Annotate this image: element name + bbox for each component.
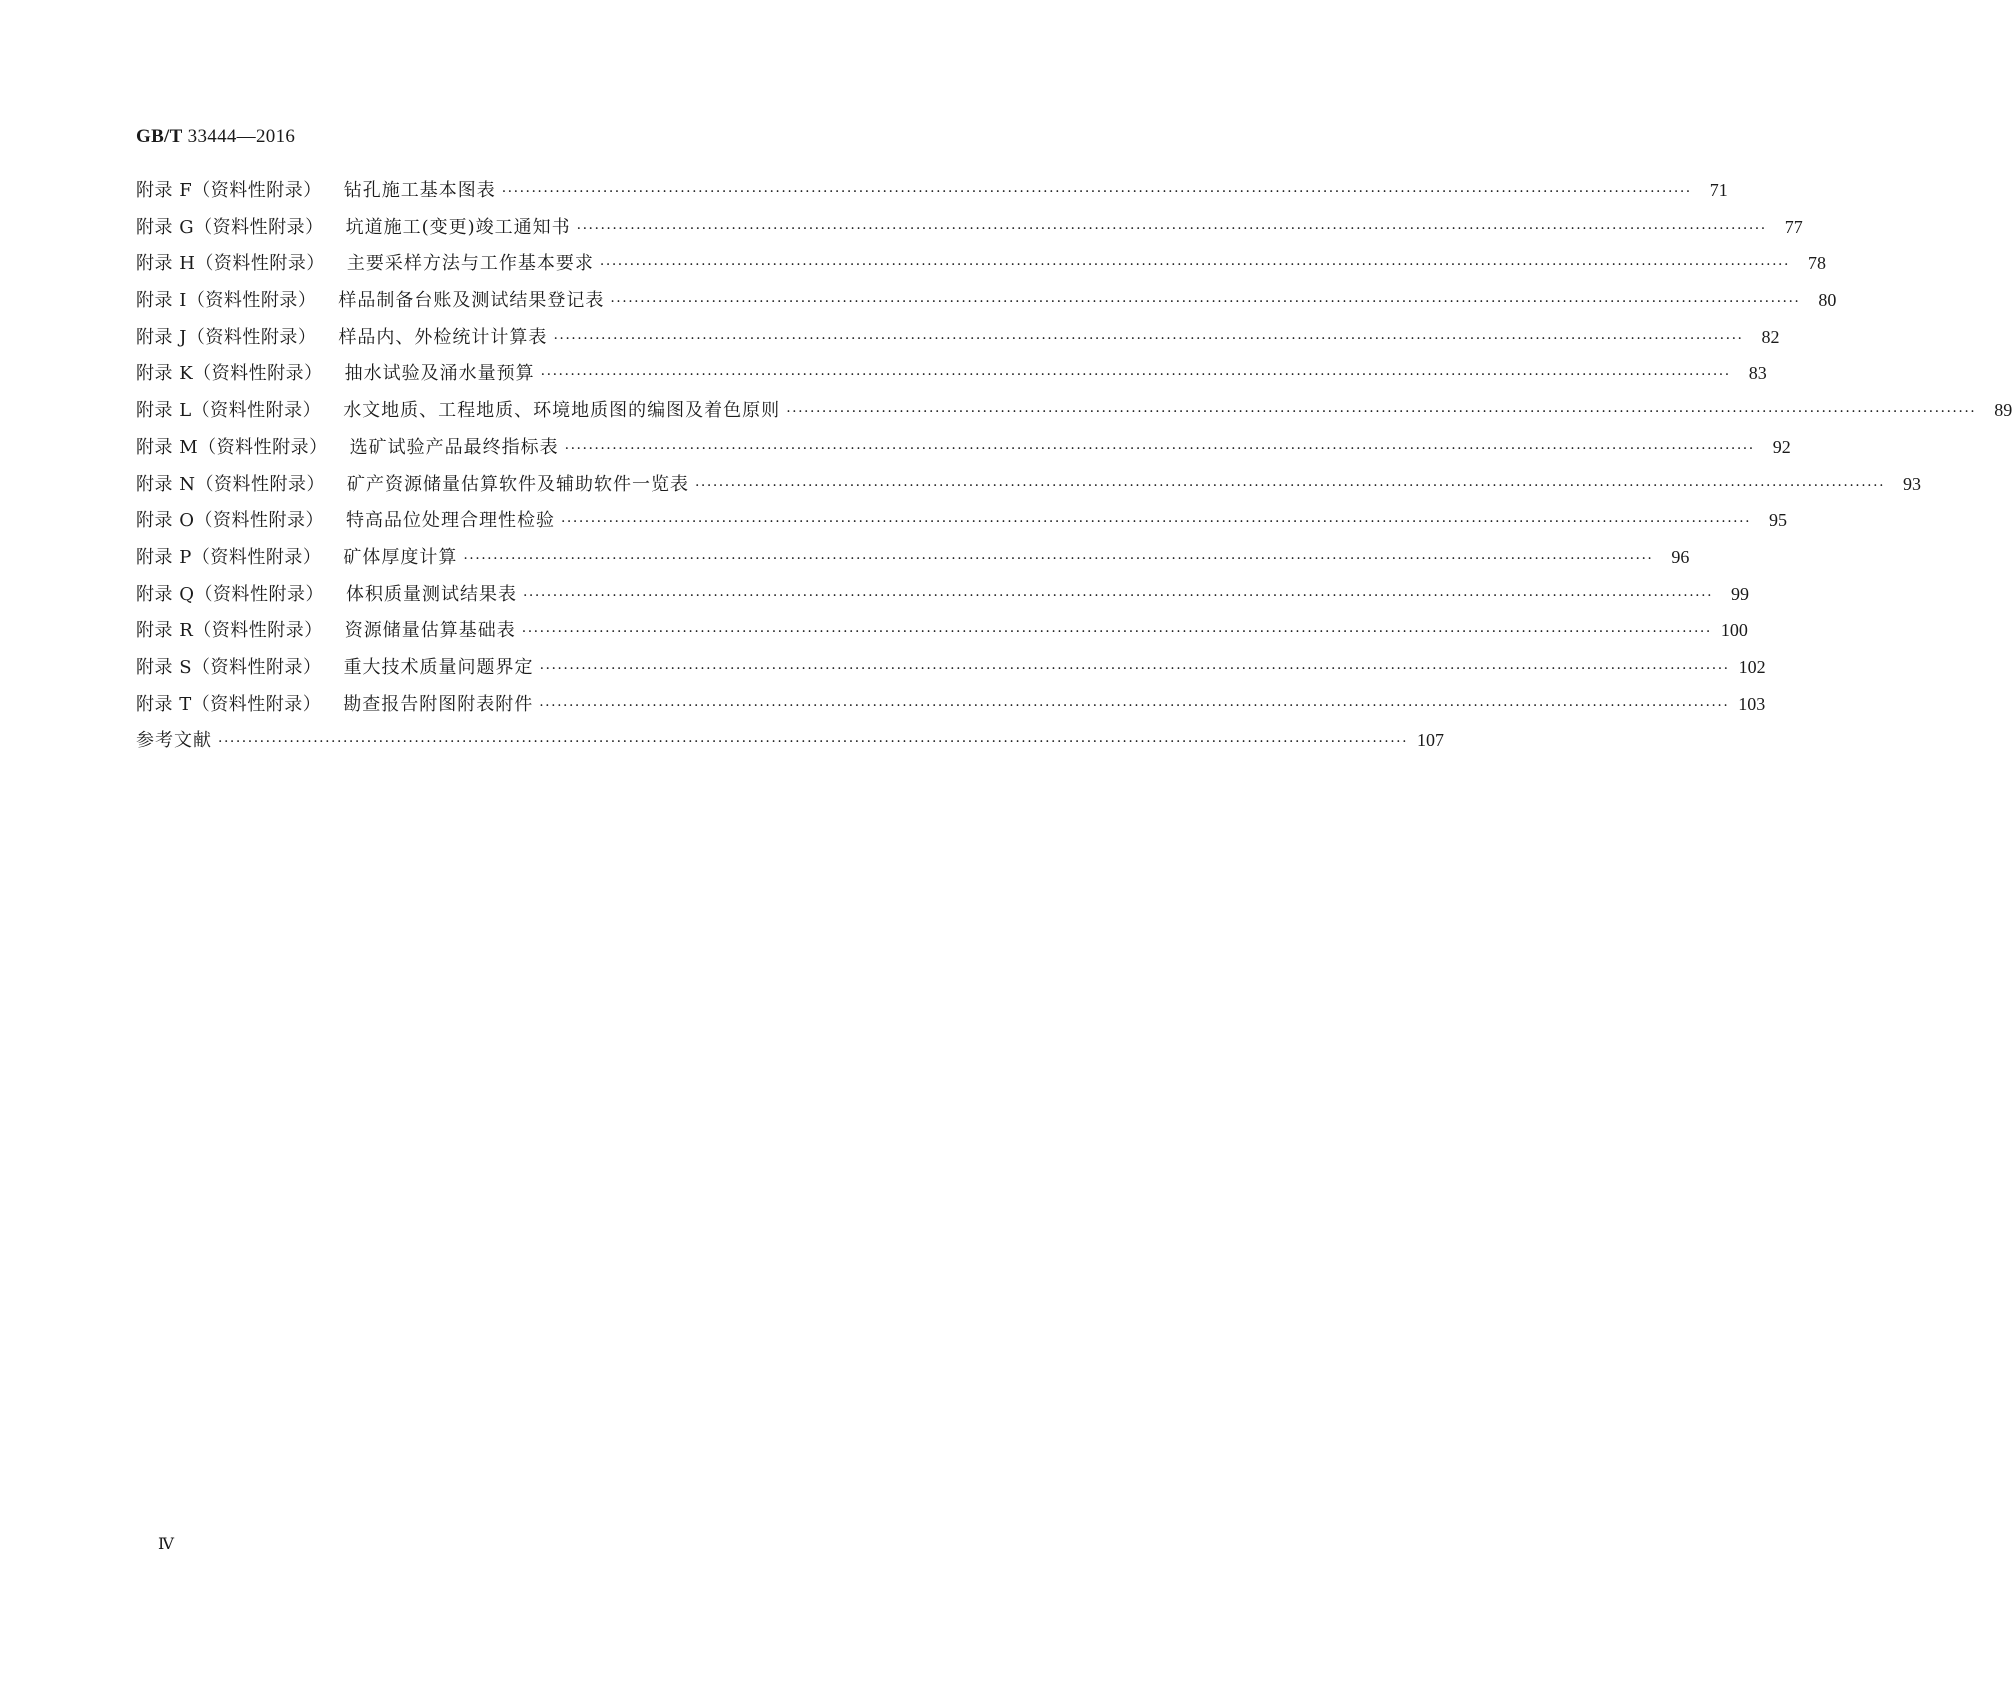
toc-dot-leader: ········································································································································································································ <box>560 514 1752 531</box>
toc-entry[interactable] <box>136 288 1837 325</box>
toc-dot-leader: ········································································································································································································ <box>576 220 1767 237</box>
toc-entry-appendix-prefix: 附录 G（资料性附录） <box>136 216 324 238</box>
toc-entry[interactable] <box>136 472 1922 509</box>
toc-entry-page-number: 89 <box>1994 400 2012 421</box>
toc-entry-title: 样品制备台账及测试结果登记表 <box>338 290 605 312</box>
toc-entry[interactable] <box>136 251 1826 288</box>
toc-entry-label <box>136 179 496 203</box>
toc-entry-appendix-prefix: 附录 F（资料性附录） <box>136 180 322 201</box>
toc-entry-page-number: 92 <box>1772 436 1791 457</box>
toc-entry[interactable] <box>136 508 1788 545</box>
toc-entry-title: 主要采样方法与工作基本要求 <box>346 253 594 275</box>
toc-entry[interactable] <box>136 728 1445 765</box>
toc-entry-label <box>136 216 571 240</box>
toc-entry-label <box>136 473 689 497</box>
toc-entry-page-number: 102 <box>1738 656 1766 677</box>
toc-entry-title: 坑道施工(变更)竣工通知书 <box>345 216 571 238</box>
toc-entry-title: 钻孔施工基本图表 <box>343 180 496 201</box>
toc-entry[interactable] <box>136 398 2012 435</box>
table-of-contents <box>136 178 2012 765</box>
toc-entry-appendix-prefix: 附录 O（资料性附录） <box>136 510 324 532</box>
toc-entry[interactable] <box>136 178 1728 215</box>
toc-entry-appendix-prefix: 附录 N（资料性附录） <box>136 473 325 495</box>
toc-entry-appendix-prefix: 附录 T（资料性附录） <box>136 693 322 715</box>
toc-dot-leader: ········································································································································································································ <box>564 440 1755 457</box>
toc-entry-title: 重大技术质量问题界定 <box>343 656 534 678</box>
toc-dot-leader: ········································································································································································································ <box>599 257 1790 274</box>
toc-entry-appendix-prefix: 附录 L（资料性附录） <box>136 400 322 422</box>
page-number: Ⅳ <box>158 1536 174 1553</box>
toc-dot-leader: ········································································································································································································ <box>610 294 1801 311</box>
toc-entry-label <box>136 729 212 753</box>
standard-number: 33444—2016 <box>187 126 296 147</box>
standard-code <box>136 126 295 148</box>
toc-entry-appendix-prefix: 附录 M（资料性附录） <box>136 436 328 458</box>
toc-entry-label <box>136 656 534 680</box>
toc-entry-page-number: 83 <box>1748 363 1767 384</box>
toc-entry-title: 特高品位处理合理性检验 <box>345 510 555 532</box>
standard-prefix: GB/T <box>136 126 183 147</box>
toc-entry-title: 水文地质、工程地质、环境地质图的编图及着色原则 <box>343 400 781 422</box>
toc-entry[interactable] <box>136 692 1766 729</box>
toc-entry-label <box>136 326 547 350</box>
toc-entry-appendix-prefix: 附录 P（资料性附录） <box>136 546 322 568</box>
toc-dot-leader: ········································································································································································································ <box>539 697 1730 714</box>
toc-entry-appendix-prefix: 附录 S（资料性附录） <box>136 656 322 678</box>
toc-entry[interactable] <box>136 582 1750 619</box>
toc-dot-leader: ········································································································································································································ <box>553 330 1744 347</box>
toc-dot-leader: ········································································································································································································ <box>694 477 1886 494</box>
toc-entry-page-number: 95 <box>1769 510 1788 531</box>
toc-entry-title: 参考文献 <box>136 730 212 752</box>
toc-entry-page-number: 103 <box>1738 693 1766 714</box>
toc-entry-label <box>136 399 780 423</box>
toc-entry-title: 选矿试验产品最终指标表 <box>349 436 559 458</box>
toc-dot-leader: ········································································································································································································ <box>521 624 1712 641</box>
toc-dot-leader: ········································································································································································································ <box>540 367 1731 384</box>
toc-dot-leader: ········································································································································································································ <box>463 550 1654 567</box>
toc-entry-title: 抽水试验及涌水量预算 <box>344 363 535 385</box>
toc-entry-page-number: 80 <box>1818 290 1837 311</box>
toc-entry-appendix-prefix: 附录 R（资料性附录） <box>136 620 323 642</box>
toc-entry-page-number: 82 <box>1761 326 1780 347</box>
toc-entry-appendix-prefix: 附录 Q（资料性附录） <box>136 583 324 605</box>
toc-entry-appendix-prefix: 附录 K（资料性附录） <box>136 363 323 385</box>
toc-entry-page-number: 78 <box>1807 253 1826 274</box>
toc-entry-title: 资源储量估算基础表 <box>344 620 516 642</box>
toc-entry-appendix-prefix: 附录 I（资料性附录） <box>136 290 317 312</box>
toc-entry-page-number: 71 <box>1709 180 1728 200</box>
toc-dot-leader: ········································································································································································································ <box>218 734 1409 751</box>
toc-entry[interactable] <box>136 361 1767 398</box>
toc-entry[interactable] <box>136 545 1690 582</box>
toc-entry-title: 体积质量测试结果表 <box>345 583 517 605</box>
toc-entry-label <box>136 693 533 717</box>
toc-entry[interactable] <box>136 435 1791 472</box>
toc-entry-page-number: 107 <box>1417 730 1445 751</box>
toc-entry-label <box>136 583 517 607</box>
toc-entry-label <box>136 509 555 533</box>
toc-entry[interactable] <box>136 325 1780 362</box>
toc-entry-label <box>136 619 516 643</box>
toc-entry-page-number: 100 <box>1720 620 1748 641</box>
toc-dot-leader: ········································································································································································································ <box>522 587 1714 604</box>
toc-entry[interactable] <box>136 215 1803 252</box>
toc-entry-title: 样品内、外检统计计算表 <box>338 326 548 348</box>
toc-entry-label <box>136 546 457 570</box>
toc-dot-leader: ········································································································································································································ <box>539 660 1730 677</box>
toc-entry-label <box>136 289 604 313</box>
toc-entry-label <box>136 436 559 460</box>
toc-dot-leader: ········································································································································································································ <box>786 404 1977 421</box>
toc-entry-title: 矿体厚度计算 <box>343 546 458 568</box>
toc-entry-page-number: 99 <box>1731 583 1750 604</box>
toc-entry-appendix-prefix: 附录 J（资料性附录） <box>136 326 317 348</box>
toc-dot-leader: ········································································································································································································ <box>501 184 1692 200</box>
toc-entry-label <box>136 252 594 276</box>
toc-entry-title: 勘查报告附图附表附件 <box>343 693 534 715</box>
toc-entry-page-number: 77 <box>1784 216 1803 237</box>
toc-entry-appendix-prefix: 附录 H（资料性附录） <box>136 253 325 275</box>
toc-entry[interactable] <box>136 618 1748 655</box>
toc-entry-page-number: 93 <box>1903 473 1922 494</box>
toc-entry-label <box>136 362 535 386</box>
toc-entry-page-number: 96 <box>1671 546 1690 567</box>
toc-entry-title: 矿产资源储量估算软件及辅助软件一览表 <box>346 473 689 495</box>
toc-entry[interactable] <box>136 655 1766 692</box>
